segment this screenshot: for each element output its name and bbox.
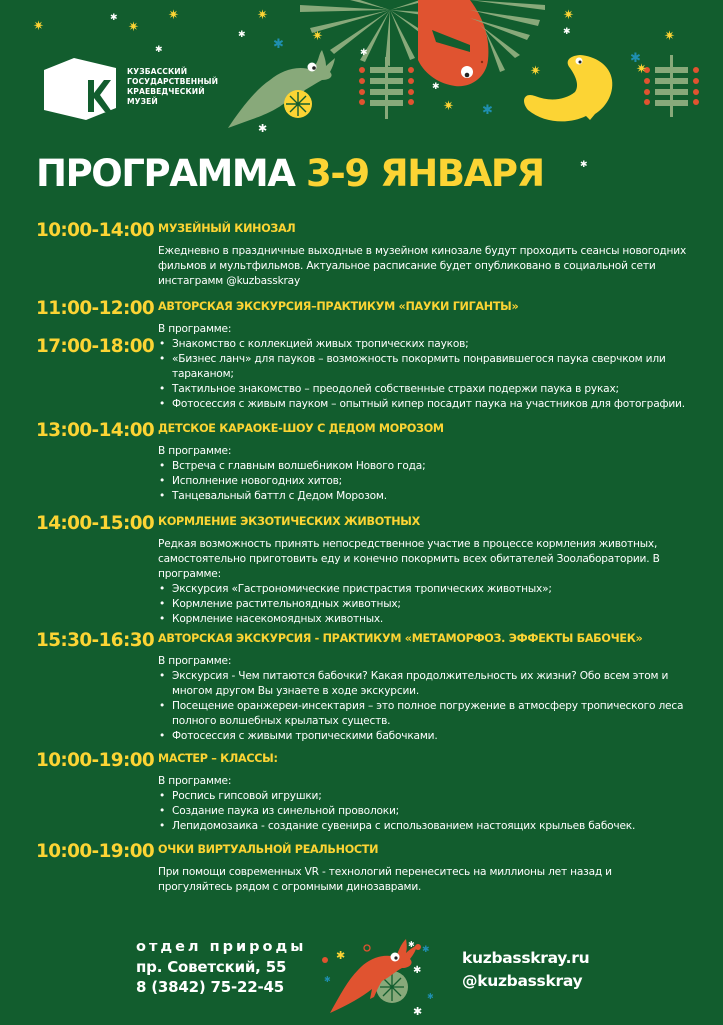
website-link[interactable]: kuzbasskray.ru [462,949,590,967]
title-prefix: ПРОГРАММА [36,152,295,195]
svg-text:✱: ✱ [422,945,430,955]
department-name: отдел природы [136,939,307,955]
star-icon: ✷ [312,28,323,43]
logo-line: КУЗБАССКИЙ [127,67,188,76]
event-intro: В программе: [158,323,232,335]
star-icon: ✱ [258,123,268,135]
list-item: • Встреча с главным волшебником Нового года; [158,459,688,474]
list-item: • Кормление растительноядных животных; [158,597,688,612]
event-body [158,654,688,745]
list-item: • Знакомство с коллекцией живых тропических пауков; [158,337,688,352]
orange-triceratops-icon [310,935,450,1020]
event-item-list [158,669,688,744]
event-description: Ежедневно в праздничные выходные в музейном кинозале будут проходить сеансы новогодних фильмов и мультфильмов. Актуальное расписание будет опубликовано в социальной сети инстаграмм @kuzbasskray [158,245,687,288]
star-icon: ✷ [257,7,268,22]
event-time: 14:00-15:00 [36,513,155,534]
star-icon: ✱ [110,12,118,22]
green-triceratops-icon [228,50,335,128]
event-title: АВТОРСКАЯ ЭКСКУРСИЯ - ПРАКТИКУМ «МЕТАМОРФОЗ. ЭФФЕКТЫ БАБОЧЕК» [158,632,643,645]
star-icon: ✱ [580,159,588,169]
orange-dinosaur-icon [418,0,488,86]
logo-text [127,67,218,107]
list-item: • Танцевальный баттл с Дедом Морозом. [158,489,688,504]
logo-line: ГОСУДАРСТВЕННЫЙ [127,77,219,86]
footer-contacts [136,937,306,997]
event-intro: В программе: [158,775,232,787]
star-icon: ✷ [443,98,454,113]
christmas-tree-icon [359,57,414,119]
star-icon: ✱ [482,102,493,117]
logo-line: МУЗЕЙ [127,97,158,106]
event-body [158,774,688,834]
footer-web [462,947,589,993]
svg-text:✱: ✱ [324,975,331,984]
event-time: 10:00-19:00 [36,750,155,771]
event-body [158,244,688,289]
list-item: • Кормление насекомоядных животных. [158,612,688,627]
star-icon: ✱ [432,81,440,91]
star-icon: ✷ [530,63,541,78]
star-icon: ✷ [128,19,139,34]
event-title: ДЕТСКОЕ КАРАОКЕ-ШОУ С ДЕДОМ МОРОЗОМ [158,422,444,435]
list-item: • Исполнение новогодних хитов; [158,474,688,489]
star-icon: ✷ [664,28,675,43]
event-item-list [158,337,688,412]
star-icon: ✱ [563,26,571,36]
list-item: • «Бизнес ланч» для пауков – возможность покормить понравившегося паука сверчком или тараканом; [158,352,688,382]
star-icon: ✷ [168,7,179,22]
event-item-list [158,582,688,627]
event-time: 15:30-16:30 [36,630,155,651]
event-item-list [158,459,688,504]
event-intro: В программе: [158,655,232,667]
event-title: МУЗЕЙНЫЙ КИНОЗАЛ [158,222,296,235]
list-item: • Фотосессия с живыми тропическими бабочками. [158,729,688,744]
svg-text:✱: ✱ [413,965,422,976]
social-handle[interactable]: @kuzbasskray [462,972,583,990]
event-title: ОЧКИ ВИРТУАЛЬНОЙ РЕАЛЬНОСТИ [158,843,379,856]
event-intro: Редкая возможность принять непосредственное участие в процессе кормления животных, самостоятельно приготовить еду и конечно покормить всех обитателей Зоолаборатории. В программе: [158,538,660,581]
list-item: • Лепидомозаика - создание сувенира с использованием настоящих крыльев бабочек. [158,819,688,834]
phone-number: 8 (3842) 75-22-45 [136,978,285,996]
event-description: При помощи современных VR - технологий перенеситесь на миллионы лет назад и прогуляйтесь рядом с огромными динозаврами. [158,866,612,894]
svg-text:✱: ✱ [408,940,415,949]
event-body [158,444,688,504]
svg-text:✱: ✱ [336,949,346,962]
event-title: КОРМЛЕНИЕ ЭКЗОТИЧЕСКИХ ЖИВОТНЫХ [158,515,420,528]
list-item: • Экскурсия - Чем питаются бабочки? Какая продолжительность их жизни? Обо всем этом и многом другом Вы узнаете в ходе экскурсии. [158,669,688,699]
star-icon: ✱ [155,44,163,54]
event-body [158,865,688,895]
title-dates: 3-9 ЯНВАРЯ [306,152,544,195]
event-intro: В программе: [158,445,232,457]
star-icon: ✱ [360,47,368,57]
svg-text:✱: ✱ [413,1005,423,1018]
list-item: • Тактильное знакомство – преодолей собственные страхи подержи паука в руках; [158,382,688,397]
address: пр. Советский, 55 [136,958,287,976]
event-body [158,537,688,628]
event-title: АВТОРСКАЯ ЭКСКУРСИЯ–ПРАКТИКУМ «ПАУКИ ГИГАНТЫ» [158,300,519,313]
event-time: 13:00-14:00 [36,420,155,441]
event-time: 11:00-12:00 [36,298,155,319]
logo-line: КРАЕВЕДЧЕСКИЙ [127,87,205,96]
event-time-second: 17:00-18:00 [36,336,155,357]
list-item: • Фотосессия с живым пауком – опытный кипер посадит паука на участников для фотографии. [158,397,688,412]
list-item: • Роспись гипсовой игрушки; [158,789,688,804]
event-body [158,322,688,413]
star-icon: ✷ [563,7,574,22]
star-icon: ✱ [238,29,246,39]
museum-logo [44,58,219,125]
svg-text:✱: ✱ [427,992,434,1001]
event-time: 10:00-19:00 [36,841,155,862]
list-item: • Экскурсия «Гастрономические пристрастия тропических животных»; [158,582,688,597]
star-icon: ✱ [273,36,284,51]
event-title: МАСТЕР – КЛАССЫ: [158,752,278,765]
star-icon: ✱ [630,50,641,65]
event-item-list [158,789,688,834]
list-item: • Посещение оранжереи-инсектария – это полное погружение в атмосферу тропического леса полного волшебных крылатых существ. [158,699,688,729]
event-time: 10:00-14:00 [36,220,155,241]
footer-illustration [310,935,450,1020]
list-item: • Создание паука из синельной проволоки; [158,804,688,819]
christmas-tree-icon [644,55,699,117]
page-title [36,152,544,195]
star-icon: ✷ [636,61,647,76]
logo-cube-icon [44,58,120,120]
star-icon: ✷ [33,18,44,33]
